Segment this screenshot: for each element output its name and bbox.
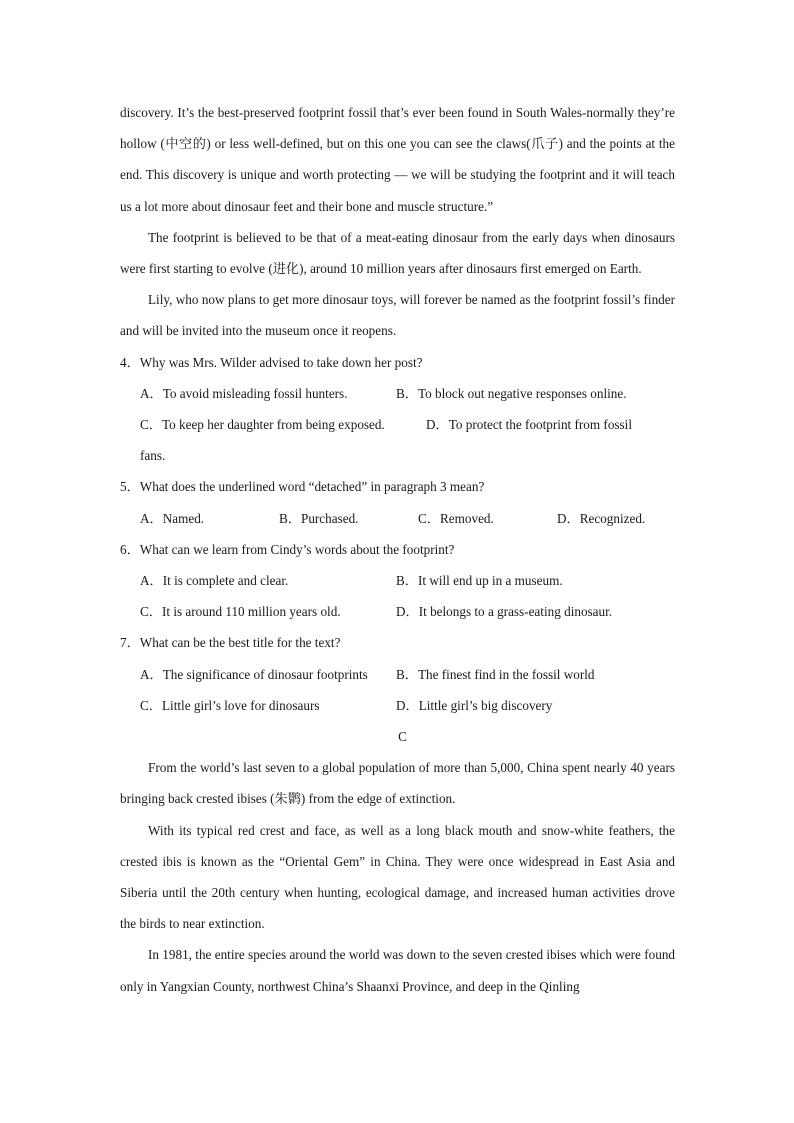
passage-c-paragraph-intro xyxy=(120,752,675,814)
option-c[interactable]: C．It is around 110 million years old. xyxy=(140,604,341,620)
question-6 xyxy=(120,534,675,628)
option-b[interactable]: B．The finest find in the fossil world xyxy=(396,666,595,682)
text-line: and Siberia until the 20th century when hunting, ecological damage, and increased human xyxy=(120,853,676,901)
text-line: years bringing back crested ibises (朱鹮) from the edge of extinction. xyxy=(120,760,675,807)
text-line: In 1981, the entire species around the world was down to the seven crested ibises which were xyxy=(148,947,641,963)
document-page xyxy=(120,97,675,1002)
section-heading-c: C xyxy=(398,729,407,745)
option-c[interactable]: C．Removed. xyxy=(418,510,494,526)
option-a[interactable]: A．To avoid misleading fossil hunters. xyxy=(140,385,348,401)
question-5 xyxy=(120,471,675,533)
passage-b-paragraph-quote xyxy=(120,97,675,222)
option-a[interactable]: A．The significance of dinosaur footprints xyxy=(140,666,368,682)
option-b[interactable]: B．It will end up in a museum. xyxy=(396,573,563,589)
question-4 xyxy=(120,347,675,472)
question-stem: 6．What can we learn from Cindy’s words about the footprint? xyxy=(120,541,455,557)
text-line: footprint and it will teach us a lot more about dinosaur feet and their bone and muscle structure.” xyxy=(120,167,676,214)
option-d[interactable]: D．To protect the footprint from fossil xyxy=(426,417,633,433)
option-a[interactable]: A．It is complete and clear. xyxy=(140,573,289,589)
question-stem xyxy=(120,471,675,502)
text-line: they’re hollow (中空的) or less well-defined, but on this one you can see the claws(爪子) and the xyxy=(120,105,676,152)
option-a[interactable]: A．Named. xyxy=(140,510,205,526)
option-c[interactable]: C．To keep her daughter from being exposed. xyxy=(140,417,385,433)
text-line: finder and will be invited into the museum once it reopens. xyxy=(120,292,676,339)
option-d[interactable]: D．Recognized. xyxy=(557,510,646,526)
text-line: dinosaurs were first starting to evolve (进化), around 10 million years after dinosaurs first xyxy=(120,229,675,277)
passage-b-paragraph-footprint xyxy=(120,222,675,284)
option-c[interactable]: C．Little girl’s love for dinosaurs xyxy=(140,697,320,713)
passage-c-paragraph-1981 xyxy=(120,939,675,1001)
text-line: discovery. It’s the best-preserved footprint fossil that’s ever been found in South Wales-normally xyxy=(120,105,634,120)
option-d-continuation: fans. xyxy=(140,448,166,464)
text-line: Lily, who now plans to get more dinosaur toys, will forever be named as the footprint fossil’s xyxy=(148,292,641,308)
question-stem: 7．What can be the best title for the text? xyxy=(120,635,341,651)
passage-b-paragraph-lily xyxy=(120,284,675,346)
text-line: crested ibis is known as the “Oriental Gem” in China. They were once widespread in East Asia xyxy=(120,853,651,869)
text-line: points at the end. This discovery is unique and worth protecting — we will be studying the xyxy=(120,136,676,183)
text-line: With its typical red crest and face, as well as a long black mouth and snow-white feathers, the xyxy=(148,822,675,838)
text-line: found only in Yangxian County, northwest China’s Shaanxi Province, and deep in the Qinling xyxy=(120,947,676,994)
question-7 xyxy=(120,627,675,721)
option-d[interactable]: D．It belongs to a grass-eating dinosaur. xyxy=(396,604,613,620)
text-line: From the world’s last seven to a global population of more than 5,000, China spent nearly 40 xyxy=(148,760,644,776)
text-line: activities drove the birds to near extinction. xyxy=(120,885,676,932)
passage-c-paragraph-description xyxy=(120,815,675,940)
stem-text: 5．What does the underlined word “detached” in paragraph 3 mean? xyxy=(120,479,485,495)
option-d[interactable]: D．Little girl’s big discovery xyxy=(396,697,553,713)
option-b[interactable]: B．To block out negative responses online. xyxy=(396,385,627,401)
text-line: The footprint is believed to be that of a meat-eating dinosaur from the early days when xyxy=(148,229,621,245)
text-line: emerged on Earth. xyxy=(544,261,642,277)
option-b[interactable]: B．Purchased. xyxy=(279,510,359,526)
question-stem: 4．Why was Mrs. Wilder advised to take down her post? xyxy=(120,354,423,370)
